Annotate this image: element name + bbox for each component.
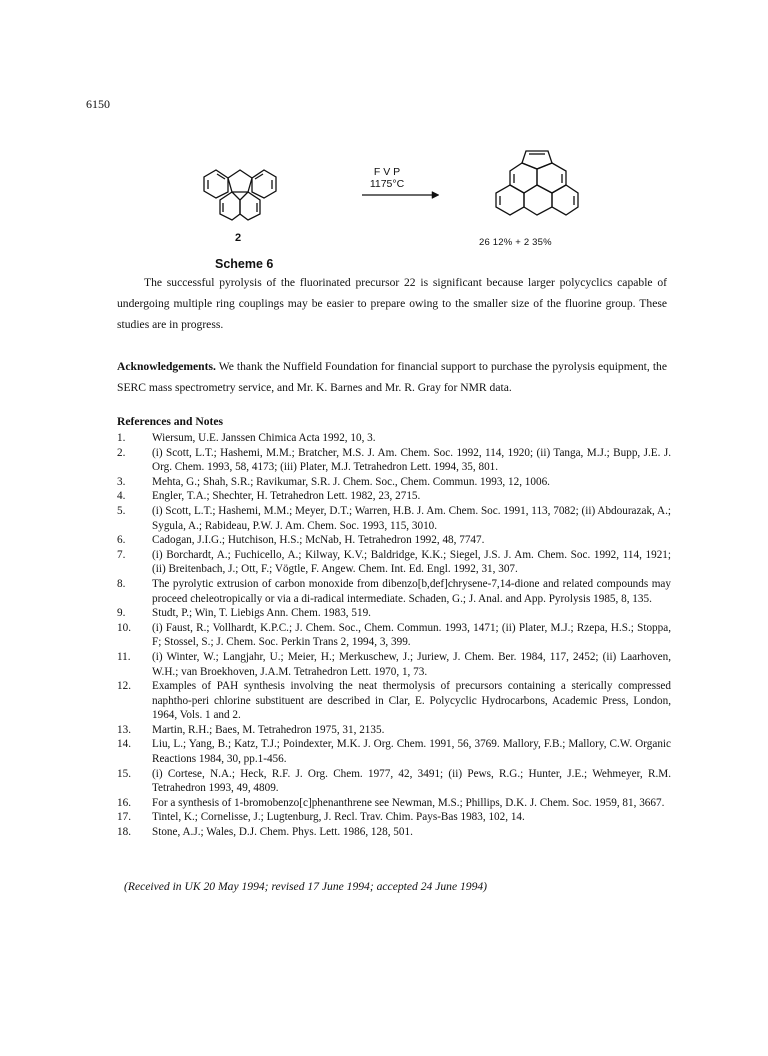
reference-item <box>117 825 671 840</box>
conditions-top: F V P <box>373 166 401 178</box>
reference-item <box>117 767 671 796</box>
reference-text: Wiersum, U.E. Janssen Chimica Acta 1992, 10, 3. <box>152 432 376 444</box>
reference-item <box>117 679 671 723</box>
reference-text: (i) Scott, L.T.; Hashemi, M.M.; Meyer, D.T.; Warren, H.B. J. Am. Chem. Soc. 1991, 113, 7082; (ii) Abdourazak, A.; Sygula, A.; Rabideau, P.W. J. Am. Chem. Soc. 1993, 115, 3010. <box>152 504 672 532</box>
product-structure <box>478 143 596 229</box>
reference-text: (i) Cortese, N.A.; Heck, R.F. J. Org. Chem. 1977, 42, 3491; (ii) Pews, R.G.; Hunter, J.E.; Wehmeyer, R.M. Tetrahedron 1993, 49, 4809. <box>152 767 671 795</box>
reference-number: 18. <box>117 826 131 839</box>
reference-item <box>117 737 671 766</box>
reference-number: 1. <box>117 432 126 444</box>
acknowledgements <box>117 356 667 398</box>
reference-item <box>117 446 671 475</box>
reference-item <box>117 533 671 548</box>
reference-text: Engler, T.A.; Shechter, H. Tetrahedron Lett. 1982, 23, 2715. <box>152 490 421 503</box>
reference-item <box>117 650 671 679</box>
reference-number: 7. <box>117 548 126 561</box>
reference-number: 8. <box>117 577 126 590</box>
reference-item <box>117 577 671 606</box>
reference-number: 10. <box>117 621 131 634</box>
reference-text: Tintel, K.; Cornelisse, J.; Lugtenburg, J. Recl. Trav. Chim. Pays-Bas 1983, 102, 14. <box>152 811 525 824</box>
reference-item <box>117 606 671 621</box>
reference-number: 11. <box>117 650 131 663</box>
scheme-6 <box>0 0 768 290</box>
reference-text: (i) Winter, W.; Langjahr, U.; Meier, H.; Merkuschew, J.; Juriew, J. Chem. Ber. 1984, 117, 2452; (ii) Laarhoven, W.H.; van Broekhoven, J.A.M. Tetrahedron Lett. 1970, 1, 73. <box>152 650 671 678</box>
reactant-structure <box>190 148 290 226</box>
reference-number: 16. <box>117 796 131 809</box>
reference-text: The pyrolytic extrusion of carbon monoxide from dibenzo[b,def]chrysene-7,14-dione and related compounds may proceed cheleotropically or via a di-radical intermediate. Schaden, G.; J. Anal. and App. Pyrolysis 1985, 8, 135. <box>152 577 671 605</box>
references-list <box>117 431 671 840</box>
reference-item <box>117 475 671 490</box>
reference-number: 12. <box>117 680 131 693</box>
reference-number: 2. <box>117 446 126 459</box>
reference-number: 3. <box>117 475 126 488</box>
reference-item <box>117 548 671 577</box>
reference-text: For a synthesis of 1-bromobenzo[c]phenanthrene see Newman, M.S.; Phillips, D.K. J. Chem. Soc. 1959, 81, 3667. <box>152 796 665 809</box>
reference-text: (i) Faust, R.; Vollhardt, K.P.C.; J. Chem. Soc., Chem. Commun. 1993, 1471; (ii) Plater, M.J.; Rzepa, H.S.; Stoppa, F; Stossel, S.; J. Chem. Soc. Perkin Trans 2, 1994, 3, 399. <box>152 621 671 649</box>
reference-text: Examples of PAH synthesis involving the neat thermolysis of precursors containing a sterically compressed naphtho-peri chlorine substituent are described in Clar, E. Polycyclic Hydrocarbons, Academic Press, London, 1964, Vols. 1 and 2. <box>152 680 671 722</box>
scheme-title: Scheme 6 <box>215 257 274 271</box>
reference-text: (i) Borchardt, A.; Fuchicello, A.; Kilway, K.V.; Baldridge, K.K.; Siegel, J.S. J. Am. Chem. Soc. 1992, 114, 1921; (ii) Breitenbach, J.; Ott, F.; Vögtle, F. Angew. Chem. Int. Ed. Engl. 1992, 31, 307. <box>152 548 671 576</box>
reference-number: 6. <box>117 534 126 547</box>
reference-item <box>117 810 671 825</box>
reference-text: Cadogan, J.I.G.; Hutchison, H.S.; McNab, H. Tetrahedron 1992, 48, 7747. <box>152 534 485 547</box>
reference-item <box>117 504 671 533</box>
reference-text: Mehta, G.; Shah, S.R.; Ravikumar, S.R. J. Chem. Soc., Chem. Commun. 1993, 12, 1006. <box>152 475 550 488</box>
reference-number: 15. <box>117 767 131 780</box>
received-dates: (Received in UK 20 May 1994; revised 17 June 1994; accepted 24 June 1994) <box>124 880 488 893</box>
reference-number: 17. <box>117 811 131 824</box>
reference-text: (i) Scott, L.T.; Hashemi, M.M.; Bratcher, M.S. J. Am. Chem. Soc. 1992, 114, 1920; (ii) Tanga, M.J.; Bupp, J.E. J. Org. Chem. 1993, 58, 4173; (iii) Plater, M.J. Tetrahedron Lett. 1994, 35, 801. <box>152 446 671 474</box>
reference-item <box>117 796 671 811</box>
conditions-bottom: 1175°C <box>369 178 405 190</box>
reference-number: 9. <box>117 607 126 620</box>
reference-item <box>117 723 671 738</box>
acknowledgements-text: We thank the Nuffield Foundation for financial support to purchase the pyrolysis equipment, the SERC mass spectrometry service, and Mr. K. Barnes and Mr. R. Gray for NMR data. <box>117 360 667 394</box>
reference-number: 5. <box>117 504 126 517</box>
reference-item <box>117 489 671 504</box>
reference-number: 14. <box>117 738 131 751</box>
reactant-number: 2 <box>235 232 242 244</box>
reference-number: 4. <box>117 490 126 503</box>
paragraph-1: The successful pyrolysis of the fluorinated precursor 22 is significant because larger polycyclics capable of undergoing multiple ring couplings may be easier to prepare owing to the smaller size of the fluorine group. These studies are in progress. <box>117 276 667 331</box>
reference-item <box>117 431 671 446</box>
reaction-arrow <box>360 190 440 200</box>
reference-text: Stone, A.J.; Wales, D.J. Chem. Phys. Lett. 1986, 128, 501. <box>152 826 413 839</box>
references-heading: References and Notes <box>117 415 224 428</box>
reference-text: Studt, P.; Win, T. Liebigs Ann. Chem. 1983, 519. <box>152 607 371 620</box>
acknowledgements-heading: Acknowledgements. <box>117 360 216 373</box>
reference-number: 13. <box>117 723 131 736</box>
page-number: 6150 <box>86 97 110 111</box>
reference-text: Martin, R.H.; Baes, M. Tetrahedron 1975, 31, 2135. <box>152 723 385 736</box>
products-yield: 26 12% + 2 35% <box>479 237 552 248</box>
reference-text: Liu, L.; Yang, B.; Katz, T.J.; Poindexter, M.K. J. Org. Chem. 1991, 56, 3769. Mallory, F.B.; Mallory, C.W. Organic Reactions 1984, 30, pp.1-456. <box>152 738 671 766</box>
reference-item <box>117 621 671 650</box>
